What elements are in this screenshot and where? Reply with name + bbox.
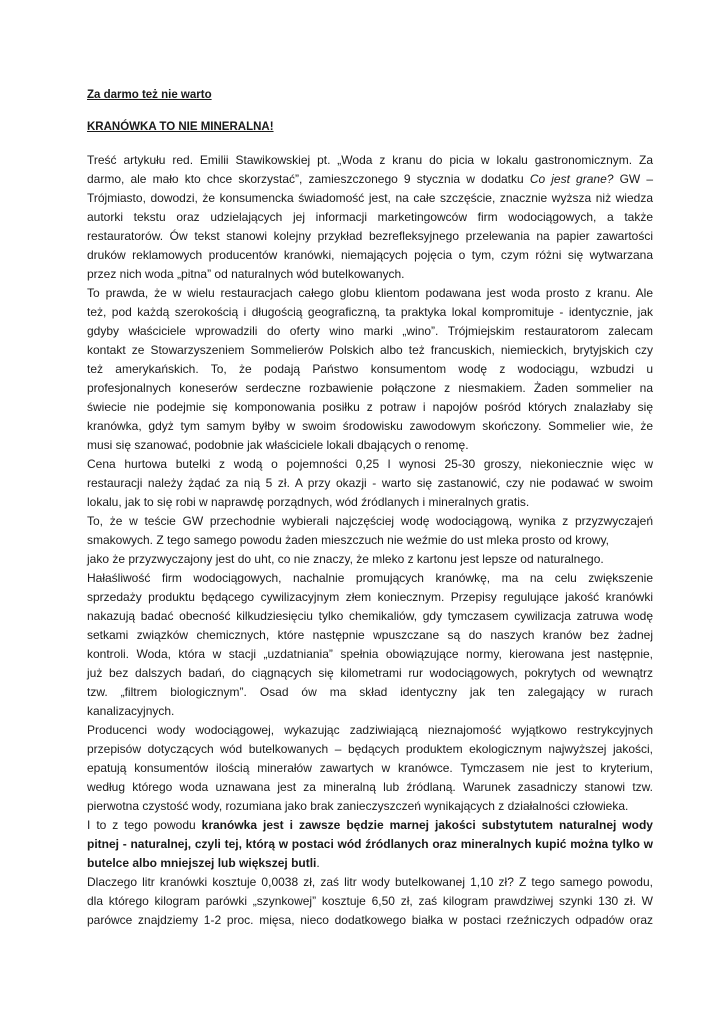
text-line: nakazują badać obecność kilkudziesięciu tylko chemikaliów, gdy tymczasem cywilizacja zatruwa wodę (87, 609, 653, 623)
text-line: też amerykańskich. To, że podają Państwo konsumentom wodę z wodociągu, wzbudzi u (87, 362, 653, 376)
text-line: lokalu, jak to się robi w naprawdę porządnych, wód źródlanych i mineralnych gratis. (87, 495, 530, 509)
paragraph-1 (87, 151, 653, 284)
text-line (87, 854, 653, 873)
text-line: jako że przyzwyczajony jest do uht, co nie znaczy, że mleko z kartonu jest lepsze od naturalnego. (87, 552, 604, 566)
paragraph-3 (87, 455, 653, 512)
text-line: sprzedaży produktu będącego cywilizacyjnym złem koniecznym. Przepisy regulujące jakość kranówki (87, 590, 653, 604)
article-heading: Za darmo też nie warto (87, 89, 212, 101)
text-line: gdyby właściciele wprowadzili do oferty wino marki „wino”. Trójmiejskim restauratorom zalecam (87, 324, 653, 338)
text-line: epatują konsumentów ilością minerałów zawartych w kranówce. Tymczasem nie jest to kryterium, (87, 761, 653, 775)
text-line: To, że w teście GW przechodnie wybierali najczęściej wodę wodociągową, wynika z przyzwyczajeń (87, 514, 653, 528)
text-line: kontroli. Woda, która w stacji „uzdatniania” spełnia obowiązujące normy, kierowana jest następnie, (87, 647, 653, 661)
text-run: I to z tego powodu (87, 818, 196, 832)
text-run: . (316, 856, 320, 870)
text-line: smakowych. Z tego samego powodu żaden mieszczuch nie weźmie do ust mleka prosto od krowy, (87, 533, 610, 547)
paragraph-8 (87, 873, 653, 930)
text-line: kontakt ze Stowarzyszeniem Sommelierów Polskich albo też francuskich, niemieckich, brytyjskich czy (87, 343, 653, 357)
text-line: Hałaśliwość firm wodociągowych, nachalnie promujących kranówkę, ma na celu zwiększenie (87, 571, 653, 585)
text-line: według którego woda uznawana jest za mineralną lub źródlaną. Warunek zasadniczy stanowi tzw. (87, 780, 653, 794)
bold-text-run: kranówka jest i zawsze będzie marnej jakości substytutem naturalnej wody (201, 818, 653, 832)
text-line: profesjonalnych koneserów serdeczne rozbawienie połączone z niesmakiem. Żaden sommelier na (87, 381, 653, 395)
text-line: autorki tekstu oraz udzielających jej informacji marketingowców firm wodociągowych, a także (87, 210, 653, 224)
text-line: kranówka, gdyż tym samym byłby w swoim środowisku zawodowym skończony. Sommelier wie, że (87, 419, 653, 433)
text-line: parówce znajdziemy 1-2 proc. mięsa, nieco dodatkowego białka w postaci rzeźniczych odpadów oraz (87, 913, 653, 927)
paragraph-7 (87, 816, 653, 873)
text-line: druków reklamowych producentów kranówki, niemających pojęcia o tym, czym różni się wytwarzana (87, 248, 653, 262)
text-line: przepisów dotyczących wód butelkowanych – będących produktem ekologicznym najwyższej jakości, (87, 742, 653, 756)
text-line: Cena hurtowa butelki z wodą o pojemności 0,25 l wynosi 25-30 groszy, niekoniecznie więc w (87, 457, 653, 471)
text-line: Producenci wody wodociągowej, wykazując zadziwiającą nieznajomość wyjątkowo restrykcyjnych (87, 723, 653, 737)
text-line: setkami związków chemicznych, które następnie wpuszczane są do naszych kranów bez żadnej (87, 628, 653, 642)
article-subheading: KRANÓWKA TO NIE MINERALNA! (87, 121, 274, 133)
text-line: musi się szanować, podobnie jak właściciele lokali dbających o renomę. (87, 438, 469, 452)
paragraph-6 (87, 721, 653, 816)
supplement-title: Co jest grane? (529, 172, 614, 186)
paragraph-5 (87, 569, 653, 721)
document-body (87, 87, 653, 930)
text-line (87, 170, 653, 189)
text-line: kanalizacyjnych. (87, 704, 175, 718)
text-line: pitnej - naturalnej, czyli tej, którą w postaci wód źródlanych oraz mineralnych kupić można tylko w (87, 837, 653, 851)
text-line: przez nich woda „pitna” od naturalnych wód butelkowanych. (87, 267, 405, 281)
text-line: świecie nie podejmie się komponowania posiłku z potraw i napojów pośród których znalazłaby się (87, 400, 653, 414)
text-run: darmo, ale mało kto chce skorzystać”, zamieszczonego 9 stycznia w dodatku (87, 172, 524, 186)
paragraph-4 (87, 512, 653, 569)
text-line: już bez dalszych badań, do ciągnących się kilometrami rur wodociągowych, pokrytych od wewnątrz (87, 666, 653, 680)
text-line: To prawda, że w wielu restauracjach całego globu klientom podawana jest woda prosto z kranu. Ale (87, 286, 653, 300)
text-line: Dlaczego litr kranówki kosztuje 0,0038 zł, zaś litr wody butelkowanej 1,10 zł? Z tego samego powodu, (87, 875, 653, 889)
text-line: dla którego kilogram parówki „szynkowej” kosztuje 6,50 zł, zaś kilogram prawdziwej szynki 130 zł. W (87, 894, 653, 908)
text-line: Trójmiasto, dowodzi, że konsumencka świadomość jest, na całe szczęście, znacznie wyższa niż wiedza (87, 191, 653, 205)
text-line (87, 816, 653, 835)
text-run: GW – (619, 172, 654, 186)
text-line: też, pod każdą szerokością i długością geograficzną, ta praktyka lokal kompromituje - identycznie, jak (87, 305, 653, 319)
paragraph-2 (87, 284, 653, 455)
text-line: pierwotna czystość wody, rozumiana jako brak zanieczyszczeń wynikających z działalności człowieka. (87, 799, 629, 813)
bold-text-run: butelce albo mniejszej lub większej butli (87, 856, 317, 870)
text-line: tzw. „filtrem biologicznym”. Osad ów ma skład identyczny jak ten zalegający w rurach (87, 685, 653, 699)
text-line: restauratorów. Ów tekst stanowi kolejny przykład bezrefleksyjnego przelewania na papier zawartości (87, 229, 653, 243)
text-line: restauracji należy żądać za nią 5 zł. A przy okazji - warto się zastanowić, czy nie podawać w swoim (87, 476, 653, 490)
text-line: Treść artykułu red. Emilii Stawikowskiej pt. „Woda z kranu do picia w lokalu gastronomicznym. Za (87, 153, 653, 167)
